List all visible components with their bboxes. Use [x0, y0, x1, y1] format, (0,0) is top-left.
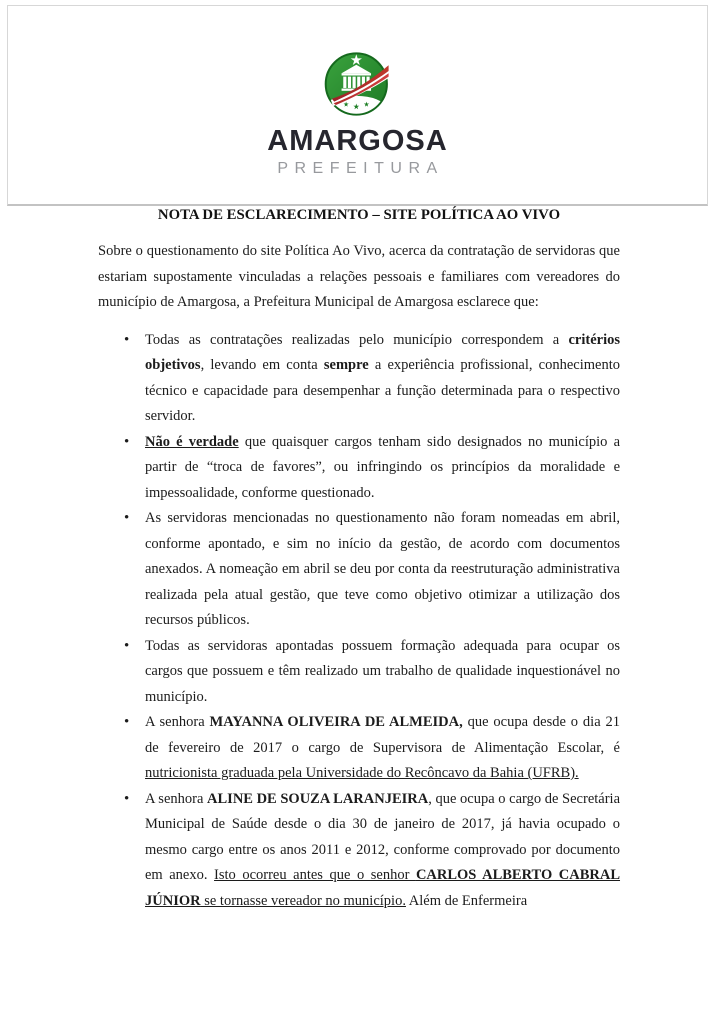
intro-paragraph	[98, 239, 620, 316]
list-item	[98, 787, 620, 915]
text-segment: a experiência profissional, conhecimento técnico e capacidade para desempenhar a função determinada para o respectivo servidor.	[145, 357, 620, 424]
document-body	[98, 203, 620, 914]
text-segment: se tornasse vereador no município.	[200, 892, 406, 909]
text-segment: Não é verdade	[145, 433, 239, 450]
text-segment: , levando em conta	[200, 357, 324, 373]
list-item	[98, 328, 620, 430]
text-segment: que ocupa desde o dia 21 de fevereiro de 2017 o cargo de Supervisora de Alimentação Escolar, é	[145, 714, 620, 756]
text-segment: A senhora	[145, 790, 208, 807]
text-segment: Todas as contratações realizadas pelo município correspondem a	[145, 331, 569, 348]
amargosa-prefeitura-logo	[324, 50, 392, 118]
text-segment: ALINE DE SOUZA LARANJEIRA	[207, 790, 429, 807]
text-segment: Isto ocorreu antes que o senhor	[214, 867, 416, 883]
text-segment: sempre	[323, 357, 369, 373]
logo-wordmark: AMARGOSA	[267, 125, 448, 157]
logo-subtitle: PREFEITURA	[277, 160, 444, 177]
text-segment: Sobre o questionamento do site Política Ao Vivo, acerca da contratação de servidoras que estariam supostamente vinculadas a relações pessoais e familiares com vereadores do município de Amargosa, a Prefeitura Municipal de Amargosa esclarece que:	[98, 243, 620, 310]
text-segment: critérios objetivos	[145, 331, 620, 373]
text-segment: A senhora	[145, 714, 210, 730]
page-title: NOTA DE ESCLARECIMENTO – SITE POLÍTICA AO VIVO	[157, 207, 561, 223]
list-item	[98, 430, 620, 507]
text-segment: Todas as servidoras apontadas possuem formação adequada para ocupar os cargos que possuem e têm realizado um trabalho de qualidade inquestionável no município.	[145, 637, 620, 705]
text-segment: nutricionista graduada pela Universidade do Recôncavo da Bahia (UFRB).	[145, 765, 579, 781]
bullet-list	[98, 328, 620, 915]
list-item	[98, 506, 620, 634]
text-segment: que quaisquer cargos tenham sido designados no município a partir de “troca de favores”, ou infringindo os princípios da moralidade e impessoalidade, conforme questionado.	[145, 433, 621, 501]
list-item	[98, 634, 620, 711]
text-segment: MAYANNA OLIVEIRA DE ALMEIDA,	[209, 714, 463, 730]
text-segment: , que ocupa o cargo de Secretária Municipal de Saúde desde o dia 30 de janeiro de 2017, já havia ocupado o mesmo cargo entre os anos 2011 e 2012, conforme comprovado por documento em anexo.	[145, 790, 621, 883]
text-segment: CARLOS ALBERTO CABRAL JÚNIOR	[145, 867, 621, 909]
letterhead	[7, 5, 708, 206]
text-segment: Além de Enfermeira	[405, 892, 528, 909]
list-item	[98, 710, 620, 787]
text-segment: As servidoras mencionadas no questionamento não foram nomeadas em abril, conforme apontado, e sim no início da gestão, de acordo com documentos anexados. A nomeação em abril se deu por conta da reestruturação administrativa realizada pela atual gestão, que teve como objetivo otimizar a utilização dos recursos públicos.	[145, 510, 620, 628]
